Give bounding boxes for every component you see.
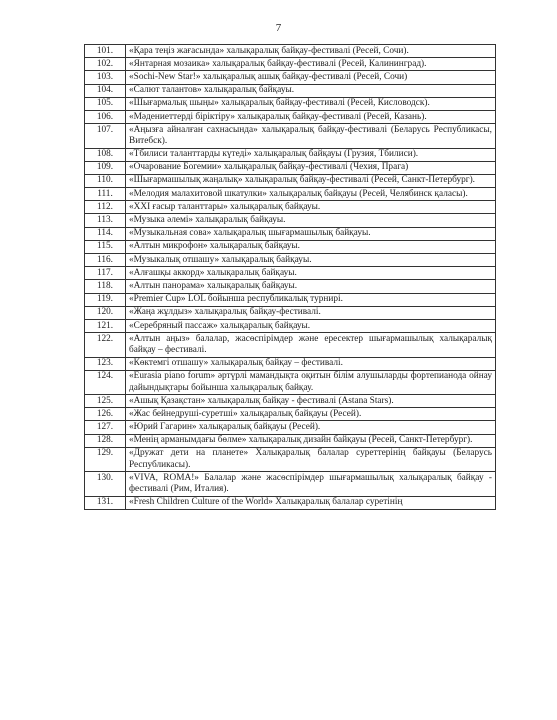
event-title: «Жас бейнедруші-суретші» халықаралық байқауы (Ресей).	[126, 408, 496, 421]
table-row	[85, 45, 496, 58]
row-number: 131.	[85, 496, 126, 509]
table-row	[85, 293, 496, 306]
event-title: «VIVA, ROMA!» Балалар және жасөспірімдер шығармашылық халықаралық байқау - фестивалі (Рим, Италия).	[126, 472, 496, 496]
event-title: «Музыка әлемі» халықаралық байқауы.	[126, 214, 496, 227]
table-row	[85, 447, 496, 471]
row-number: 115.	[85, 240, 126, 253]
row-number: 105.	[85, 97, 126, 110]
row-number: 104.	[85, 84, 126, 97]
row-number: 123.	[85, 357, 126, 370]
event-title: «Аңызға айналған сахнасында» халықаралық байқау-фестивалі (Беларусь Республикасы, Витебск).	[126, 124, 496, 148]
table-row	[85, 434, 496, 447]
event-title: «Мелодия малахитовой шкатулки» халықаралық байқауы (Ресей, Челябинск қаласы).	[126, 188, 496, 201]
row-number: 101.	[85, 45, 126, 58]
event-title: «Юрий Гагарин» халықаралық байқауы (Ресей).	[126, 421, 496, 434]
event-title: «Мәдениеттерді біріктіру» халықаралық байқау-фестивалі (Ресей, Казань).	[126, 110, 496, 123]
row-number: 113.	[85, 214, 126, 227]
event-title: «Музыкалық отшашу» халықаралық байқауы.	[126, 254, 496, 267]
event-title: «Алтын микрофон» халықаралық байқауы.	[126, 240, 496, 253]
event-title: «Eurasia piano forum» әртүрлі мамандықта оқитын білім алушыларды фортепианода ойнау дайындықтары бойынша халықаралық байқау.	[126, 370, 496, 394]
table-row	[85, 472, 496, 496]
events-table	[84, 44, 496, 510]
table-row	[85, 58, 496, 71]
row-number: 122.	[85, 333, 126, 357]
table-row	[85, 267, 496, 280]
row-number: 108.	[85, 148, 126, 161]
event-title: «Салют талантов» халықаралық байқауы.	[126, 84, 496, 97]
table-row	[85, 124, 496, 148]
table-row	[85, 240, 496, 253]
row-number: 109.	[85, 161, 126, 174]
row-number: 111.	[85, 188, 126, 201]
row-number: 117.	[85, 267, 126, 280]
event-title: «Алтын аңыз» балалар, жасөспірімдер және ересектер шығармашылық халықаралық байқау – фестивалі.	[126, 333, 496, 357]
event-title: «XXI ғасыр таланттары» халықаралық байқауы.	[126, 201, 496, 214]
row-number: 120.	[85, 306, 126, 319]
row-number: 103.	[85, 71, 126, 84]
event-title: «Дружат дети на планете» Халықаралық балалар суреттерінің байқауы (Беларусь Республикасы).	[126, 447, 496, 471]
table-row	[85, 188, 496, 201]
event-title: «Ашық Қазақстан» халықаралық байқау - фестивалі (Astana Stars).	[126, 395, 496, 408]
row-number: 107.	[85, 124, 126, 148]
table-row	[85, 214, 496, 227]
event-title: «Серебряный пассаж» халықаралық байқауы.	[126, 319, 496, 332]
event-title: «Шығармашылық жаңалық» халықаралық байқау-фестивалі (Ресей, Санкт-Петербург).	[126, 174, 496, 187]
row-number: 128.	[85, 434, 126, 447]
row-number: 114.	[85, 227, 126, 240]
event-title: «Sochi-New Star!» халықаралық ашық байқау-фестивалі (Ресей, Сочи)	[126, 71, 496, 84]
row-number: 116.	[85, 254, 126, 267]
row-number: 118.	[85, 280, 126, 293]
row-number: 110.	[85, 174, 126, 187]
table-row	[85, 357, 496, 370]
table-row	[85, 370, 496, 394]
table-row	[85, 71, 496, 84]
event-title: «Менің арманымдағы бөлме» халықаралық дизайн байқауы (Ресей, Санкт-Петербург).	[126, 434, 496, 447]
event-title: «Fresh Children Culture of the World» Халықаралық балалар суретінің	[126, 496, 496, 509]
table-row	[85, 161, 496, 174]
event-title: «Янтарная мозаика» халықаралық байқау-фестивалі (Ресей, Калининград).	[126, 58, 496, 71]
table-row	[85, 97, 496, 110]
table-row	[85, 174, 496, 187]
table-row	[85, 201, 496, 214]
event-title: «Көктемгі отшашу» халықаралық байқау – фестивалі.	[126, 357, 496, 370]
events-table-body	[85, 45, 496, 510]
event-title: «Алғашқы аккорд» халықаралық байқауы.	[126, 267, 496, 280]
row-number: 127.	[85, 421, 126, 434]
table-row	[85, 319, 496, 332]
event-title: «Музыкальная сова» халықаралық шығармашылық байқауы.	[126, 227, 496, 240]
table-row	[85, 306, 496, 319]
row-number: 112.	[85, 201, 126, 214]
table-row	[85, 254, 496, 267]
event-title: «Очарование Богемии» халықаралық байқау-фестивалі (Чехия, Прага)	[126, 161, 496, 174]
row-number: 102.	[85, 58, 126, 71]
row-number: 124.	[85, 370, 126, 394]
table-row	[85, 496, 496, 509]
event-title: «Premier Cup» LOL бойынша республикалық турнирі.	[126, 293, 496, 306]
row-number: 106.	[85, 110, 126, 123]
table-row	[85, 333, 496, 357]
row-number: 129.	[85, 447, 126, 471]
row-number: 121.	[85, 319, 126, 332]
row-number: 125.	[85, 395, 126, 408]
table-row	[85, 408, 496, 421]
table-row	[85, 421, 496, 434]
table-row	[85, 84, 496, 97]
event-title: «Қара теңіз жағасында» халықаралық байқау-фестивалі (Ресей, Сочи).	[126, 45, 496, 58]
event-title: «Жаңа жұлдыз» халықаралық байқау-фестивалі.	[126, 306, 496, 319]
table-row	[85, 110, 496, 123]
table-row	[85, 148, 496, 161]
row-number: 119.	[85, 293, 126, 306]
table-row	[85, 227, 496, 240]
table-row	[85, 280, 496, 293]
event-title: «Тбилиси таланттарды күтеді» халықаралық байқауы (Грузия, Тбилиси).	[126, 148, 496, 161]
row-number: 130.	[85, 472, 126, 496]
event-title: «Шығармалық шыңы» халықаралық байқау-фестивалі (Ресей, Кисловодск).	[126, 97, 496, 110]
page-number: 7	[275, 22, 282, 34]
event-title: «Алтын панорама» халықаралық байқауы.	[126, 280, 496, 293]
table-row	[85, 395, 496, 408]
row-number: 126.	[85, 408, 126, 421]
